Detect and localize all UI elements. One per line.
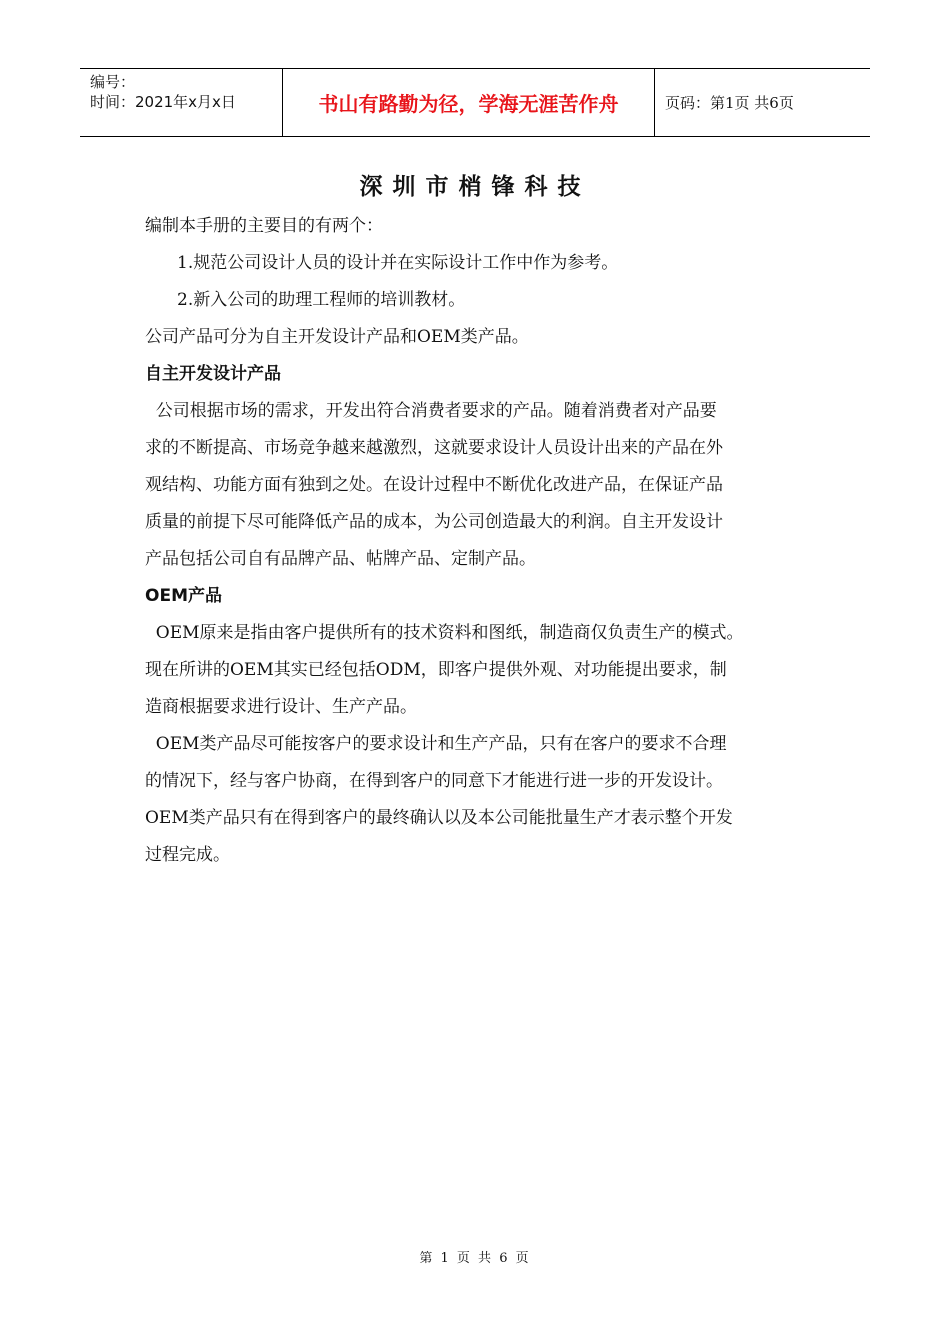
- intro-item-1: 1.规范公司设计人员的设计并在实际设计工作中作为参考。: [177, 253, 619, 273]
- body-line: 现在所讲的OEM其实已经包括ODM，即客户提供外观、对功能提出要求，制: [145, 660, 727, 680]
- intro-line-2: 公司产品可分为自主开发设计产品和OEM类产品。: [145, 327, 529, 347]
- body-line: 质量的前提下尽可能降低产品的成本，为公司创造最大的利润。自主开发设计: [145, 512, 723, 532]
- header-left-cell: [80, 69, 282, 136]
- page-footer: 第 1 页 共 6 页: [419, 1251, 531, 1266]
- body-line: 的情况下，经与客户协商，在得到客户的同意下才能进行进一步的开发设计。: [145, 771, 723, 791]
- body-line: 产品包括公司自有品牌产品、帖牌产品、定制产品。: [145, 549, 536, 569]
- body-line: 过程完成。: [145, 845, 230, 865]
- motto: 书山有路勤为径，学海无涯苦作舟: [282, 69, 655, 136]
- body-line: 造商根据要求进行设计、生产产品。: [145, 697, 417, 717]
- body-line: OEM类产品只有在得到客户的最终确认以及本公司能批量生产才表示整个开发: [145, 808, 733, 828]
- document-body: [145, 208, 825, 874]
- intro-item-2: 2.新入公司的助理工程师的培训教材。: [177, 290, 466, 310]
- intro-line: 编制本手册的主要目的有两个：: [145, 216, 383, 236]
- body-line: OEM原来是指由客户提供所有的技术资料和图纸，制造商仅负责生产的模式。: [145, 623, 744, 643]
- page-title: 深圳市梢锋科技: [359, 174, 591, 200]
- page-info: 页码：第1页 共6页: [665, 94, 794, 112]
- number-label: 编号：: [90, 73, 136, 91]
- section-heading: OEM产品: [145, 586, 222, 606]
- body-line: 公司根据市场的需求，开发出符合消费者要求的产品。随着消费者对产品要: [145, 401, 717, 421]
- header-table: [80, 68, 870, 137]
- section-heading: 自主开发设计产品: [145, 364, 281, 384]
- body-line: 观结构、功能方面有独到之处。在设计过程中不断优化改进产品，在保证产品: [145, 475, 723, 495]
- time-label: 时间：2021年x月x日: [90, 93, 236, 111]
- body-line: OEM类产品尽可能按客户的要求设计和生产产品，只有在客户的要求不合理: [145, 734, 727, 754]
- body-line: 求的不断提高、市场竞争越来越激烈，这就要求设计人员设计出来的产品在外: [145, 438, 723, 458]
